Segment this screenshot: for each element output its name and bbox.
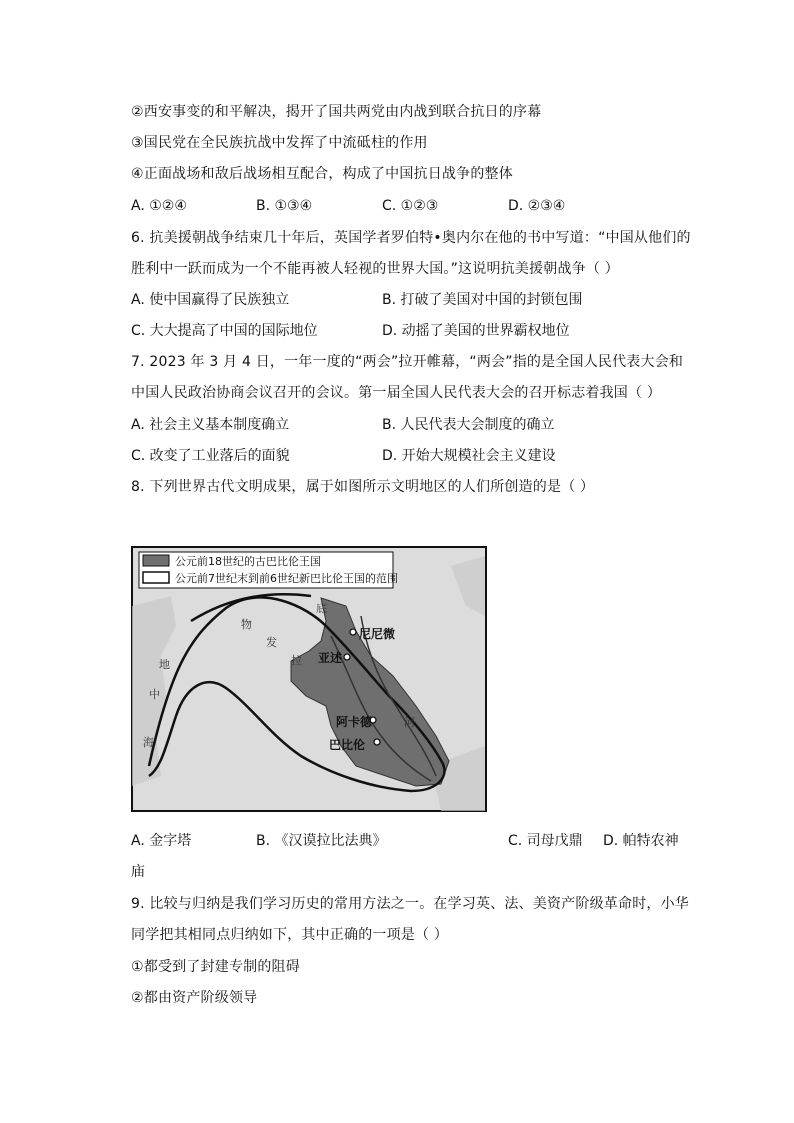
city-akkad-label: 阿卡德: [336, 715, 373, 729]
q8-option-a: A. 金字塔: [131, 833, 192, 849]
q7-option-c: C. 改变了工业落后的面貌: [131, 448, 290, 464]
q6-option-b: B. 打破了美国对中国的封锁包围: [382, 292, 583, 308]
legend-old-babylon-label: 公元前18世纪的古巴比伦王国: [175, 555, 321, 568]
map-label-zhong: 中: [149, 688, 160, 701]
q9-stem-line-2: 同学把其相同点归纳如下，其中正确的一项是（ ）: [131, 927, 449, 943]
nineveh-dot: [350, 629, 356, 635]
city-babylon-label: 巴比伦: [329, 738, 366, 752]
map-label-he: 河: [404, 716, 415, 729]
q5-option-b: B. ①③④: [256, 198, 313, 214]
q7-option-d: D. 开始大规模社会主义建设: [382, 448, 556, 464]
q9-stem-line-1: 9. 比较与归纳是我们学习历史的常用方法之一。在学习英、法、美资产阶级革命时，小华: [131, 896, 690, 912]
map-label-di: 地: [159, 658, 170, 671]
babylon-dot: [374, 739, 380, 745]
city-nineveh-label: 尼尼微: [359, 627, 396, 641]
q5-statement-4: ④正面战场和敌后战场相互配合，构成了中国抗日战争的整体: [131, 166, 513, 182]
q6-option-d: D. 动摇了美国的世界霸权地位: [382, 323, 570, 339]
mesopotamia-map: [131, 546, 487, 812]
q8-option-d: D. 帕特农神: [603, 833, 679, 849]
q9-statement-2: ②都由资产阶级领导: [131, 990, 258, 1006]
q7-stem-line-1: 7. 2023 年 3 月 4 日，一年一度的“两会”拉开帷幕，“两会”指的是全国人民代表大会和: [131, 354, 684, 370]
q6-option-c: C. 大大提高了中国的国际地位: [131, 323, 318, 339]
q7-option-a: A. 社会主义基本制度确立: [131, 417, 290, 433]
map-label-fa: 发: [266, 636, 277, 649]
q8-option-b: B. 《汉谟拉比法典》: [256, 833, 387, 849]
q7-option-b: B. 人民代表大会制度的确立: [382, 417, 555, 433]
q6-stem-line-1: 6. 抗美援朝战争结束几十年后，英国学者罗伯特•奥内尔在他的书中写道：“中国从他们的: [131, 230, 691, 246]
q8-stem: 8. 下列世界古代文明成果，属于如图所示文明地区的人们所创造的是（ ）: [131, 479, 595, 495]
q8-option-d-wrap: 庙: [131, 864, 146, 880]
q6-option-a: A. 使中国赢得了民族独立: [131, 292, 290, 308]
legend-neo-babylon-label: 公元前7世纪末到前6世纪新巴比伦王国的范围: [175, 572, 398, 585]
q5-option-d: D. ②③④: [508, 198, 566, 214]
q5-statement-2: ②西安事变的和平解决，揭开了国共两党由内战到联合抗日的序幕: [131, 104, 542, 120]
q5-statement-3: ③国民党在全民族抗战中发挥了中流砥柱的作用: [131, 135, 428, 151]
assur-dot: [344, 654, 350, 660]
q7-stem-line-2: 中国人民政治协商会议召开的会议。第一届全国人民代表大会的召开标志着我国（ ）: [131, 385, 662, 401]
map-label-wu: 物: [241, 618, 252, 631]
q8-option-c: C. 司母戊鼎: [508, 833, 583, 849]
q5-option-a: A. ①②④: [131, 198, 187, 214]
q9-statement-1: ①都受到了封建专制的阻碍: [131, 959, 300, 975]
map-label-hai: 海: [143, 736, 154, 749]
city-assur-label: 亚述: [318, 651, 343, 665]
q5-option-c: C. ①②③: [382, 198, 439, 214]
map-label-di2: 底: [316, 602, 327, 615]
q6-stem-line-2: 胜利中一跃而成为一个不能再被人轻视的世界大国。”这说明抗美援朝战争（ ）: [131, 261, 619, 277]
map-label-la: 拉: [291, 654, 302, 667]
